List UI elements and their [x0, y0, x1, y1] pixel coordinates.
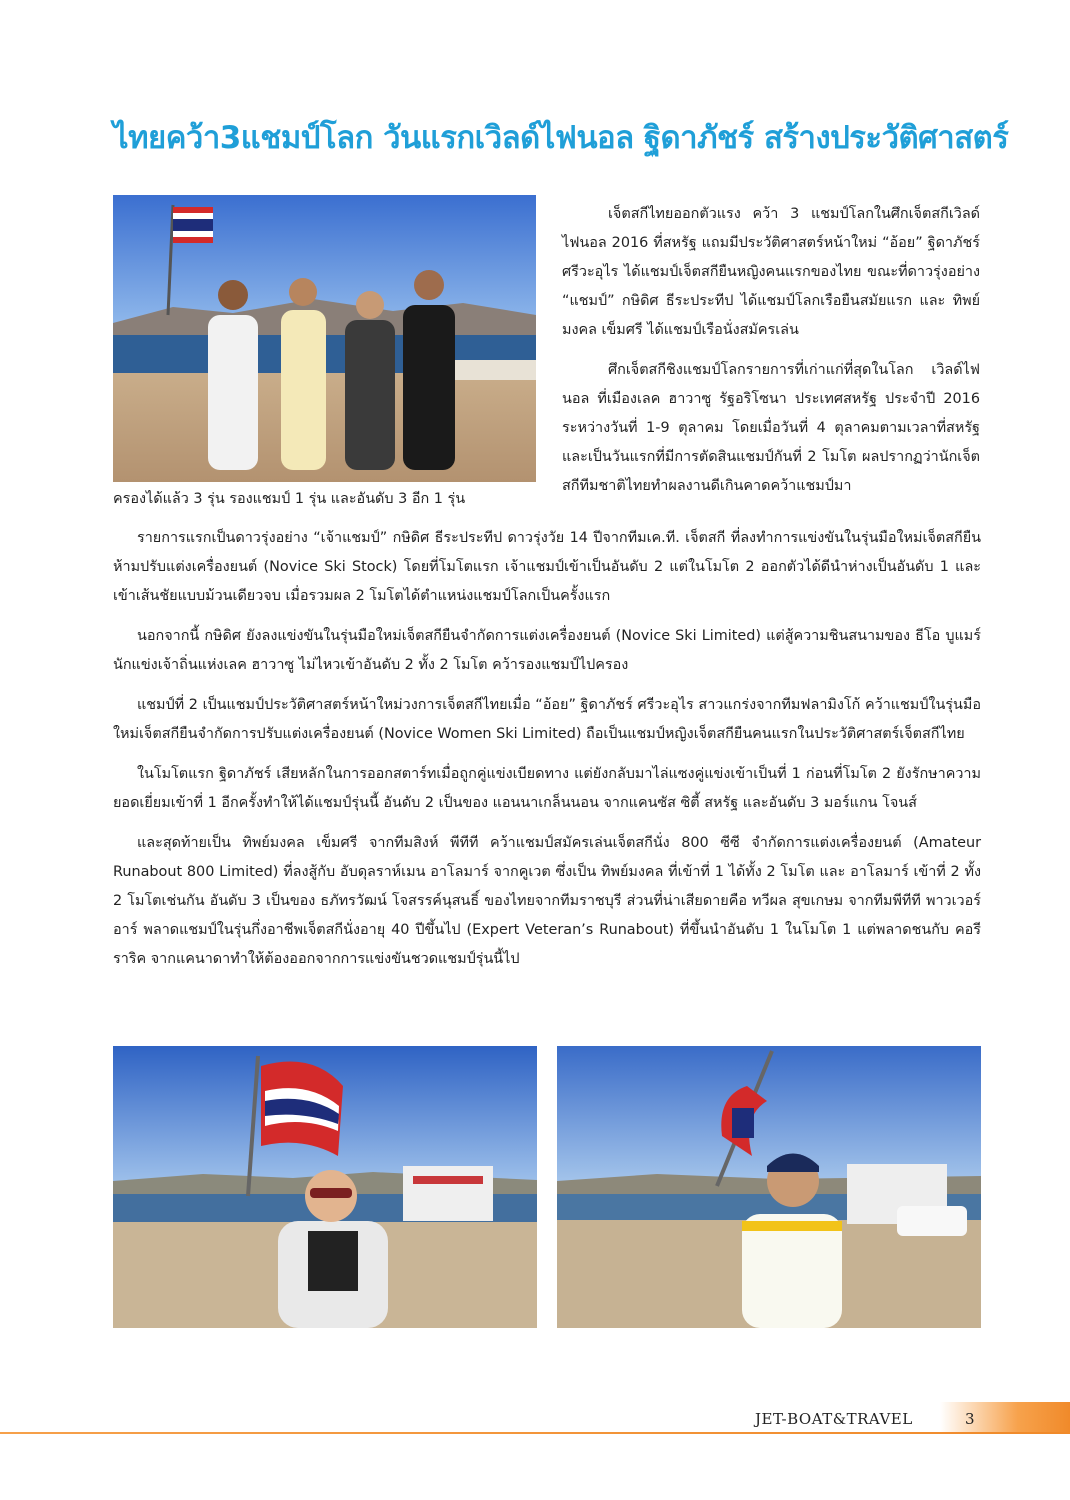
body-paragraph: และสุดท้ายเป็น ทิพย์มงคล เข็มศรี จากทีมสิงห์ พีทีที คว้าแชมป์สมัครเล่นเจ็ตสกีนั่ง 800 ซีซี จำกัดการแต่งเครื่องยนต์ (Amateur Runabout 800 Limited) ที่ลงสู้กับ อับดุลราห์เมน อาโลมาร์ จากคูเวต ซึ่งเป็น ทิพย์มงคล ที่เข้าที่ 1 ได้ทั้ง 2 โมโต และ อาโลมาร์ เข้าที่ 2 ทั้ง 2 โมโตเช่นกัน อันดับ 3 เป็นของ ธภัทรวัฒน์ โจสรรค์นุสนธิ์ ของไทยจากทีมราชบุรี ส่วนที่น่าเสียดายคือ ทวีผล สุขเกษม จากทีมพีทีที พาวเวอร์อาร์ พลาดแชมป์ในรุ่นกึ่งอาชีพเจ็ตสกีนั่งอายุ 40 ปีขึ้นไป (Expert Veteran’s Runabout) ที่ขึ้นนำอันดับ 1 ในโมโต 1 แต่พลาดชนกับ คอรี ราริค จากแคนาดาทำให้ต้องออกจากการแข่งขันชวดแชมป์รุ่นนี้ไป — [113, 835, 981, 967]
article-body — [113, 524, 981, 985]
intro-paragraph: เจ็ตสกีไทยออกตัวแรง คว้า 3 แชมป์โลกในศึกเจ็ตสกีเวิลด์ ไฟนอล 2016 ที่สหรัฐ แถมมีประวัติศาสตร์หน้าใหม่ “อ้อย” ฐิดาภัชร์ ศรีวะอุไร ได้แชมป์เจ็ตสกียืนหญิงคนแรกของไทย ขณะที่ดาวรุ่งอย่าง “แชมป์” กษิดิศ ธีระประทีป ได้แชมป์โลกเรือยืนสมัยแรก และ ทิพย์มงคล เข็มศรี ได้แชมป์เรือนั่งสมัครเล่น — [562, 206, 980, 338]
boy-with-flag-photo — [557, 1046, 981, 1328]
footer-accent-bar — [940, 1402, 1070, 1432]
intro-paragraph: ศึกเจ็ตสกีชิงแชมป์โลกรายการที่เก่าแก่ที่สุดในโลก เวิลด์ไฟนอล ที่เมืองเลค ฮาวาซู รัฐอริโซนา ประเทศสหรัฐ ประจำปี 2016 ระหว่างวันที่ 1-9 ตุลาคม โดยเมื่อวันที่ 4 ตุลาคมตามเวลาที่สหรัฐ และเป็นวันแรกที่มีการตัดสินแชมป์กันที่ 2 โมโต ผลปรากฏว่านักเจ็ตสกีทีมชาติไทยทำผลงานดีเกินคาดคว้าแชมป์มา — [562, 362, 980, 494]
page-number: 3 — [965, 1410, 975, 1428]
body-paragraph: ในโมโตแรก ฐิดาภัชร์ เสียหลักในการออกสตาร์ทเมื่อถูกคู่แข่งเบียดทาง แต่ยังกลับมาไล่แซงคู่แข่งเข้าเป็นที่ 1 ก่อนที่โมโต 2 ยังรักษาความยอดเยี่ยมเข้าที่ 1 อีกครั้งทำให้ได้แชมป์รุ่นนี้ อันดับ 2 เป็นของ แอนนาเกล็นนอน จากแคนซัส ซิตี้ สหรัฐ และอันดับ 3 มอร์แกน โจนส์ — [113, 766, 981, 811]
article-title: ไทยคว้า3แชมป์โลก วันแรกเวิลด์ไฟนอล ฐิดาภัชร์ สร้างประวัติศาสตร์ — [113, 120, 1009, 156]
footer-brand: JET-BOAT&TRAVEL — [755, 1410, 913, 1428]
body-paragraph: รายการแรกเป็นดาวรุ่งอย่าง “เจ้าแชมป์” กษิดิศ ธีระประทีป ดาวรุ่งวัย 14 ปีจากทีมเค.ที. เจ็ตสกี ที่ลงทำการแข่งขันในรุ่นมือใหม่เจ็ตสกียืนห้ามปรับแต่งเครื่องยนต์ (Novice Ski Stock) โดยที่โมโตแรก เจ้าแชมป์เข้าเป็นอันดับ 2 แต่ในโมโต 2 ออกตัวได้ดีนำห่างเป็นอันดับ 1 และเข้าเส้นชัยแบบม้วนเดียวจบ เมื่อรวมผล 2 โมโตได้ตำแหน่งแชมป์โลกเป็นครั้งแรก — [113, 530, 981, 604]
intro-column — [562, 200, 980, 512]
body-paragraph: นอกจากนี้ กษิดิศ ยังลงแข่งขันในรุ่นมือใหม่เจ็ตสกียืนจำกัดการแต่งเครื่องยนต์ (Novice Ski Limited) แต่สู้ความชินสนามของ ธีโอ บูแมร์ นักแข่งเจ้าถิ่นแห่งเลค ฮาวาซู ไม่ไหวเข้าอันดับ 2 ทั้ง 2 โมโต คว้ารองแชมป์ไปครอง — [113, 628, 981, 673]
intro-continuation: ครองได้แล้ว 3 รุ่น รองแชมป์ 1 รุ่น และอันดับ 3 อีก 1 รุ่น — [113, 491, 466, 507]
woman-with-flag-photo — [113, 1046, 537, 1328]
team-group-photo — [113, 195, 536, 482]
body-paragraph: แชมป์ที่ 2 เป็นแชมป์ประวัติศาสตร์หน้าใหม่วงการเจ็ตสกีไทยเมื่อ “อ้อย” ฐิดาภัชร์ ศรีวะอุไร สาวแกร่งจากทีมฟลามิงโก้ คว้าแชมป์ในรุ่นมือใหม่เจ็ตสกียืนจำกัดการปรับแต่งเครื่องยนต์ (Novice Women Ski Limited) ถือเป็นแชมป์หญิงเจ็ตสกียืนคนแรกในประวัติศาสตร์เจ็ตสกีไทย — [113, 697, 981, 742]
